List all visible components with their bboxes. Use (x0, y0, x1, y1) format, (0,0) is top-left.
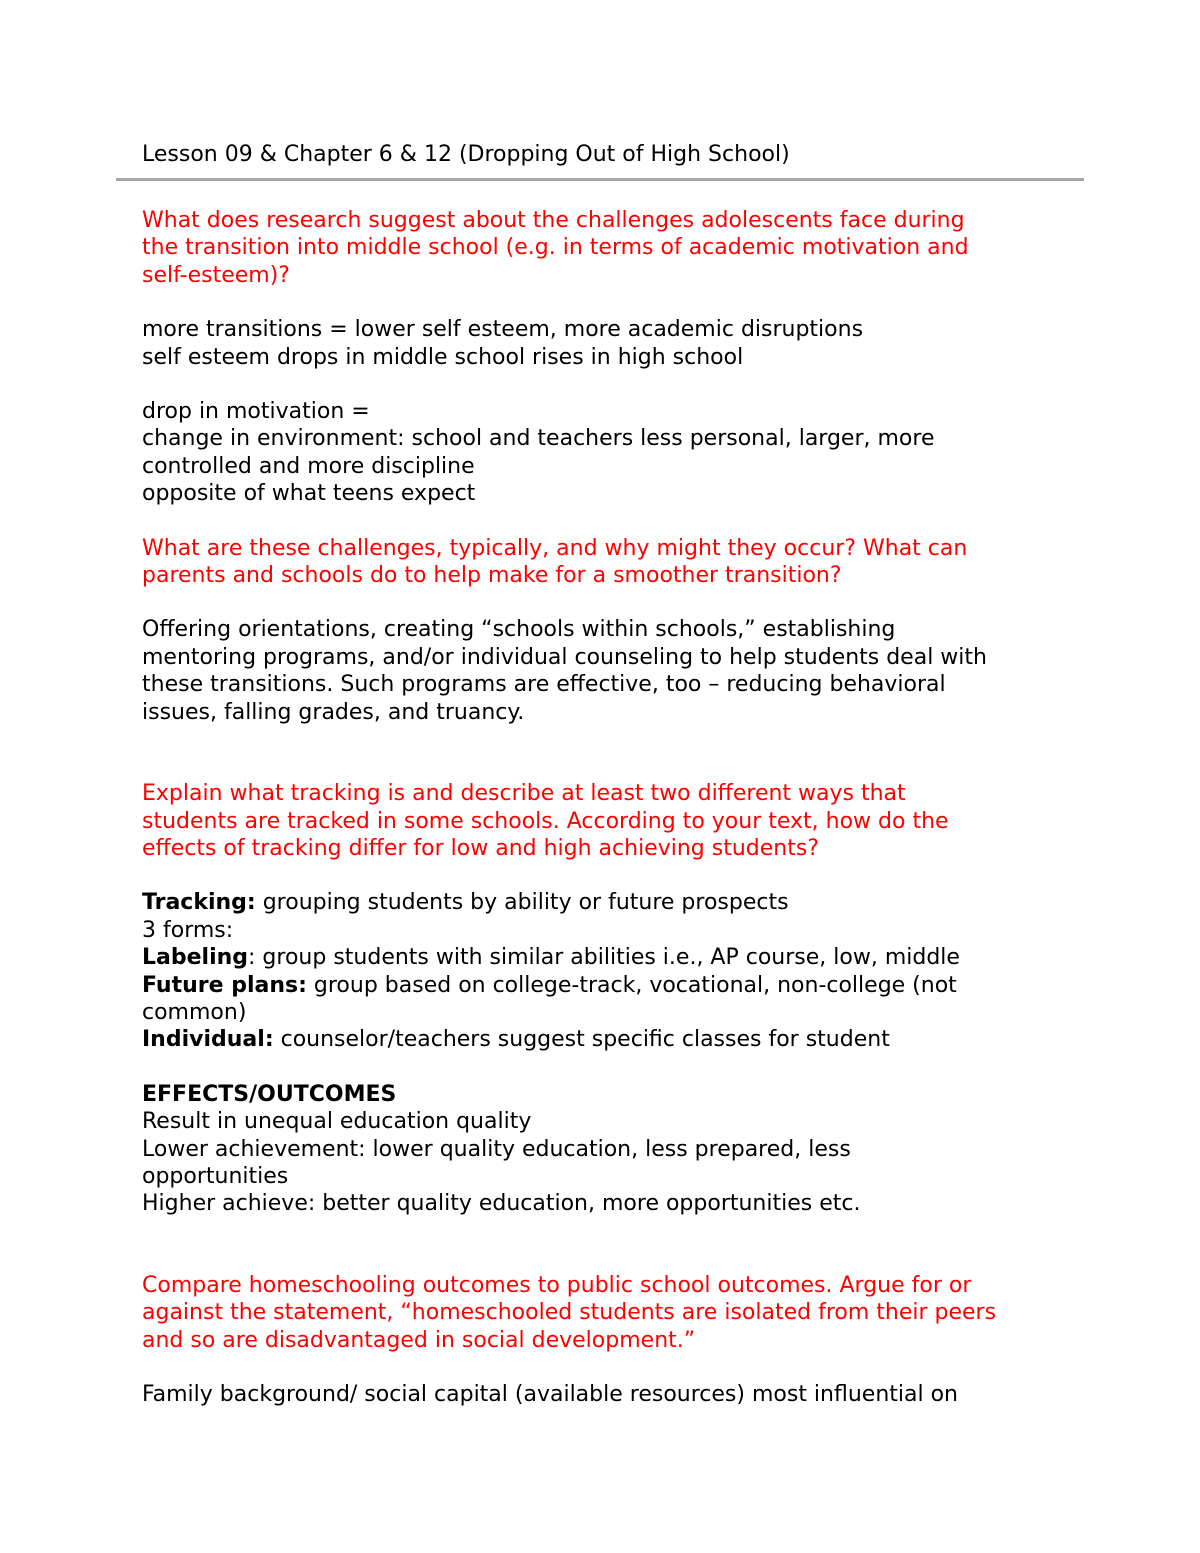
answer-3 (142, 889, 1072, 1053)
question-line: students are tracked in some schools. According to your text, how do the (142, 808, 949, 834)
term-label: Future plans: (142, 972, 307, 998)
answer-line: more transitions = lower self esteem, more academic disruptions (142, 317, 864, 343)
answer-line: drop in motivation = (142, 399, 370, 425)
question-2 (142, 535, 1072, 590)
question-line: against the statement, “homeschooled students are isolated from their peers (142, 1300, 997, 1326)
header-rule (116, 178, 1084, 181)
term-label: Labeling (142, 945, 249, 971)
answer-line: Higher achieve: better quality education, more opportunities etc. (142, 1191, 861, 1217)
answer-line: change in environment: school and teachers less personal, larger, more (142, 426, 935, 452)
question-line: What are these challenges, typically, and why might they occur? What can (142, 535, 968, 561)
section-heading: EFFECTS/OUTCOMES (142, 1081, 397, 1107)
question-line: and so are disadvantaged in social development.” (142, 1327, 696, 1353)
document-body (142, 207, 1072, 1408)
question-line: What does research suggest about the challenges adolescents face during (142, 208, 965, 233)
answer-line: 3 forms: (142, 917, 234, 943)
question-line: parents and schools do to help make for a smoother transition? (142, 563, 842, 589)
answer-line: Result in unequal education quality (142, 1109, 532, 1135)
individual-definition: Individual: counselor/teachers suggest specific classes for student (142, 1027, 890, 1053)
question-1 (142, 207, 1072, 289)
answer-line: controlled and more discipline (142, 453, 475, 479)
question-line: the transition into middle school (e.g. in terms of academic motivation and (142, 235, 969, 261)
answer-line: opportunities (142, 1163, 289, 1189)
answer-4 (142, 1381, 1072, 1408)
question-line: Compare homeschooling outcomes to public school outcomes. Argue for or (142, 1272, 972, 1298)
future-plans-definition: Future plans: group based on college-track, vocational, non-college (not (142, 972, 957, 998)
answer-line: common) (142, 999, 247, 1025)
labeling-definition: Labeling: group students with similar abilities i.e., AP course, low, middle (142, 945, 960, 971)
effects-section (142, 1081, 1072, 1218)
term-label: Individual: (142, 1027, 274, 1053)
answer-line: Lower achievement: lower quality education, less prepared, less (142, 1136, 851, 1162)
answer-line: Offering orientations, creating “schools within schools,” establishing (142, 617, 896, 643)
term-label: Tracking: (142, 890, 256, 916)
answer-1a (142, 316, 1072, 371)
answer-line: mentoring programs, and/or individual counseling to help students deal with (142, 644, 987, 670)
answer-line: issues, falling grades, and truancy. (142, 699, 525, 725)
answer-line: these transitions. Such programs are effective, too – reducing behavioral (142, 672, 946, 698)
tracking-definition: Tracking: grouping students by ability or future prospects (142, 890, 789, 916)
answer-line: self esteem drops in middle school rises in high school (142, 344, 744, 370)
question-4 (142, 1272, 1072, 1354)
answer-2 (142, 616, 1072, 726)
page-title: Lesson 09 & Chapter 6 & 12 (Dropping Out of High School) (142, 142, 790, 167)
question-3 (142, 780, 1072, 862)
answer-1b (142, 398, 1072, 508)
question-line: Explain what tracking is and describe at least two different ways that (142, 781, 906, 807)
question-line: effects of tracking differ for low and high achieving students? (142, 835, 819, 861)
answer-line: opposite of what teens expect (142, 481, 476, 507)
question-line: self-esteem)? (142, 262, 290, 288)
answer-line: Family background/ social capital (available resources) most influential on (142, 1382, 958, 1407)
